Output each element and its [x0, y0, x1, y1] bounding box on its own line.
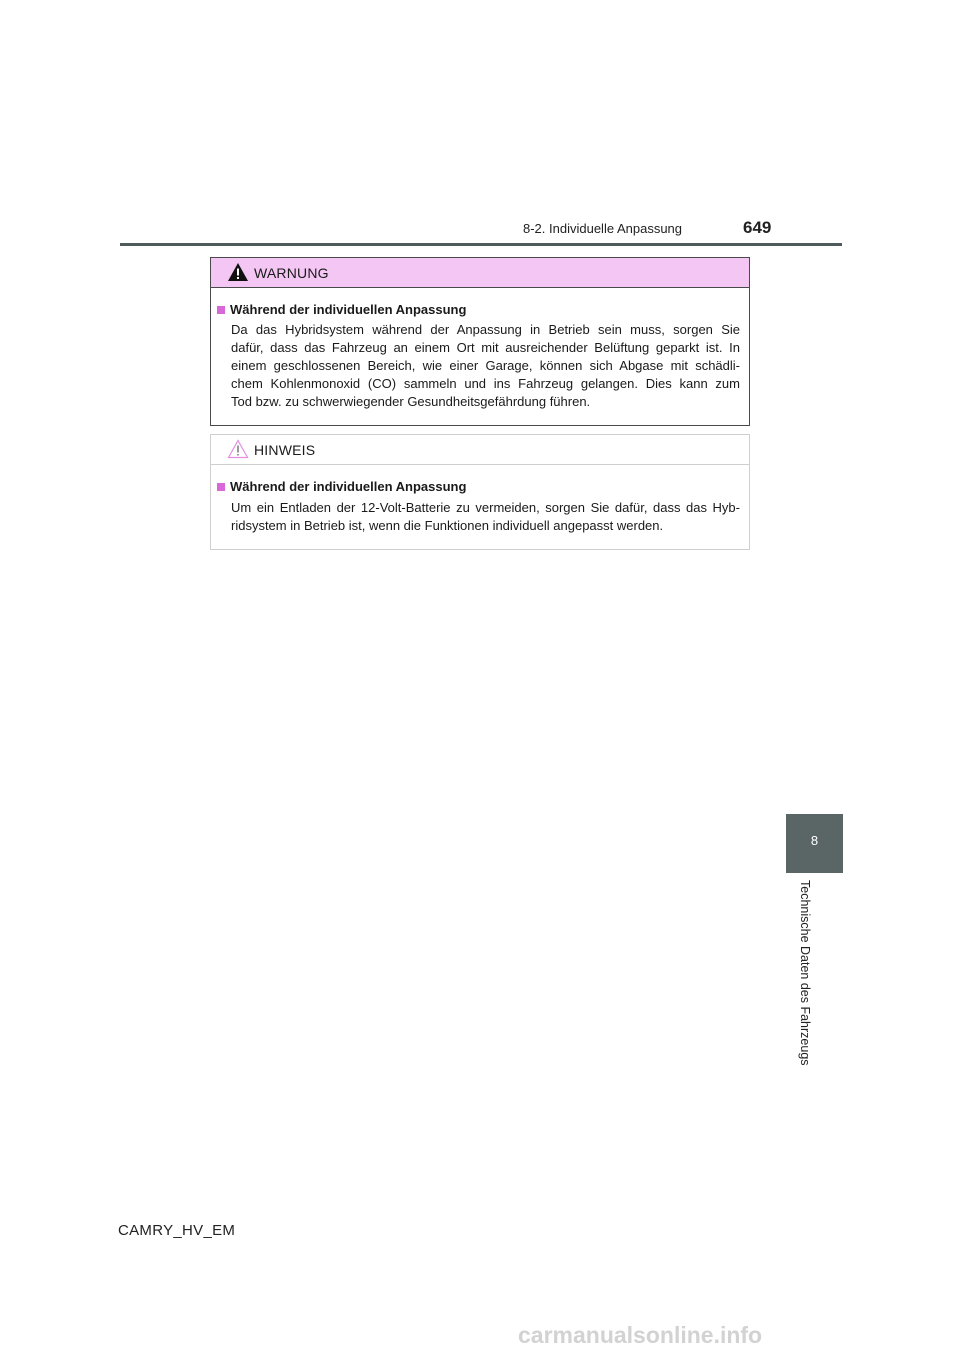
watermark: carmanualsonline.info [518, 1322, 763, 1348]
note-box [210, 434, 750, 550]
section-title: 8-2. Individuelle Anpassung [523, 221, 683, 236]
note-header [211, 435, 749, 465]
caution-icon [227, 439, 249, 459]
header-divider [120, 243, 842, 246]
model-code: CAMRY_HV_EM [118, 1222, 236, 1239]
note-title: HINWEIS [254, 442, 316, 458]
bullet-square-icon [217, 483, 225, 491]
chapter-label: Technische Daten des Fahrzeugs [798, 880, 812, 1066]
chapter-number: 8 [810, 833, 819, 848]
warning-icon [227, 262, 249, 282]
chapter-tab [786, 814, 843, 873]
warning-header [211, 258, 749, 288]
note-body: Um ein Entladen der 12-Volt-Batterie zu vermeiden, sorgen Sie dafür, dass das Hyb- ridsystem in Betrieb ist, wenn die Funktionen individuell angepasst werden. [231, 500, 740, 533]
bullet-square-icon [217, 306, 225, 314]
warning-box [210, 257, 750, 426]
warning-title: WARNUNG [254, 265, 329, 281]
warning-body: Da das Hybridsystem während der Anpassung in Betrieb sein muss, sorgen Sie dafür, dass das Fahrzeug an einem Ort mit ausreichender Belüftung geparkt ist. In einem geschlossenen Bereich, wie einer Garage, können sich Abgase mit schädli- chem Kohlenmonoxid (CO) sammeln und ins Fahrzeug gelangen. Dies kann zum Tod bzw. zu schwerwiegender Gesundheitsgefährdung führen. [231, 322, 740, 409]
note-item-heading: Während der individuellen Anpassung [217, 479, 466, 494]
page-number: 649 [743, 218, 772, 237]
warning-item-heading: Während der individuellen Anpassung [217, 302, 466, 317]
